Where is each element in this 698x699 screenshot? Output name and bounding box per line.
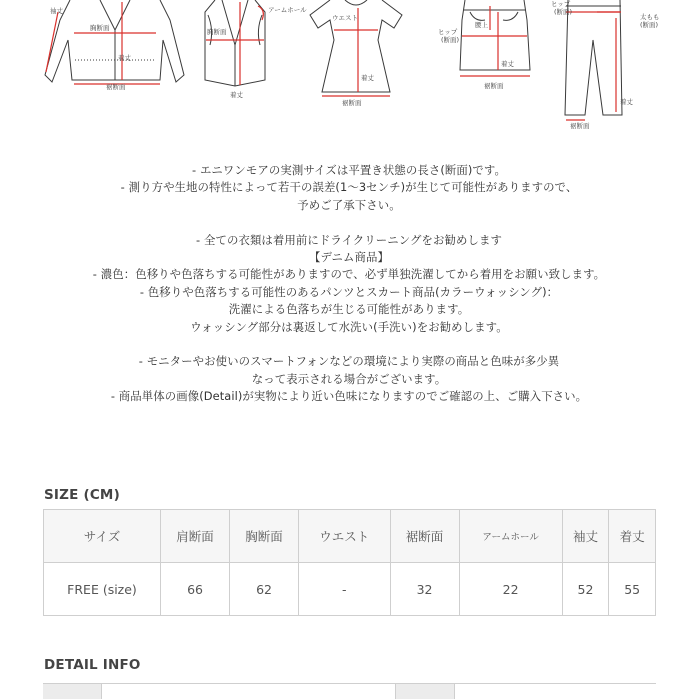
size-table-header-cell: ウエスト [299,510,390,563]
diagram-label-group [50,0,660,130]
detail-table-header-cell [43,684,102,699]
label-dress-waist: ウエスト [332,14,358,22]
label-jacket-sleeve: 袖丈 [50,7,63,15]
label-pants-thigh: 太もも [640,13,660,21]
size-table-cell: 55 [609,563,656,616]
note-line: - 色移りや色落ちする可能性のあるパンツとスカート商品(カラーウォッシング)： [139,284,559,299]
size-table-header-cell: 肩断面 [161,510,230,563]
size-table-cell: FREE (size) [44,563,161,616]
size-table-cell: 66 [161,563,230,616]
note-line: - 測り方や生地の特性によって若干の誤差(1〜3センチ)が生じて可能性がありますので、 [120,180,578,195]
pants-diagram [565,0,622,115]
size-table-cell: - [299,563,390,616]
note-line: ウォッシング部分は裏返して水洗い(手洗い)をお勧めします。 [190,319,508,334]
size-table-header-cell: 袖丈 [562,510,609,563]
jacket-diagram [45,0,184,82]
size-table-header-cell: アームホール [459,510,562,563]
size-table-header-cell: 裾断面 [390,510,459,563]
measurement-diagrams [0,0,698,135]
note-line: - 商品単体の画像(Detail)が実物により近い色味になりますのでご確認の上、ご購入下さい。 [110,389,588,404]
detail-section-title: DETAIL INFO [44,657,141,673]
label-skirt-hem: 裾断面 [484,82,504,90]
table-row [44,563,656,616]
note-line: - モニターやお使いのスマートフォンなどの環境により実際の商品と色味が多少異 [138,354,560,369]
size-table-header-cell: 胸断面 [230,510,299,563]
size-table [43,509,656,616]
label-jacket-chest: 胸断面 [90,24,110,32]
label-vest-armhole: アームホール [268,6,307,14]
label-pants-hem: 裾断面 [570,122,590,130]
label-pants-hip-sub: (断面) [554,8,573,16]
note-line: - 全ての衣類は着用前にドライクリーニングをお勧めします [196,232,502,247]
note-line: なって表示される場合がございます。 [251,371,447,386]
size-table-cell: 62 [230,563,299,616]
vest-diagram [205,0,265,86]
size-table-cell: 52 [562,563,609,616]
label-jacket-length: 着丈 [118,54,131,62]
label-jacket-hem: 裾断面 [106,83,126,91]
label-vest-chest: 胸断面 [207,28,227,36]
label-dress-hem: 裾断面 [342,99,362,107]
note-line: 【デニム商品】 [309,250,389,265]
label-skirt-hip: ヒップ [438,28,458,36]
note-spacer [0,336,698,353]
size-notes [0,162,698,406]
label-vest-length: 着丈 [230,91,243,99]
note-line: 洗濯による色落ちが生じる可能性があります。 [228,302,470,317]
size-table-header-row [44,510,656,563]
size-table-cell: 32 [390,563,459,616]
note-line: 予めご了承下さい。 [297,197,401,212]
label-skirt-waist: 腰上 [475,21,488,29]
size-table-cell: 22 [459,563,562,616]
note-line: - 濃色：色移りや色落ちする可能性がありますので、必ず単独洗濯してから着用をお願い致します。 [92,267,606,282]
label-pants-hip: ヒップ [551,0,571,8]
label-skirt-length: 着丈 [501,60,514,68]
note-spacer [0,214,698,231]
detail-table-header-cell [395,684,455,699]
label-skirt-hip-sub: (断面) [441,36,460,44]
label-pants-length: 着丈 [620,98,633,106]
size-section-title: SIZE (CM) [44,487,120,503]
size-table-header-cell: 着丈 [609,510,656,563]
skirt-diagram [460,0,530,70]
size-table-header-cell: サイズ [44,510,161,563]
note-line: - エニワンモアの実測サイズは平置き状態の長さ(断面)です。 [192,163,506,177]
detail-table-top [43,683,656,699]
label-dress-length: 着丈 [361,74,374,82]
label-pants-thigh-sub: (断面) [640,21,659,29]
